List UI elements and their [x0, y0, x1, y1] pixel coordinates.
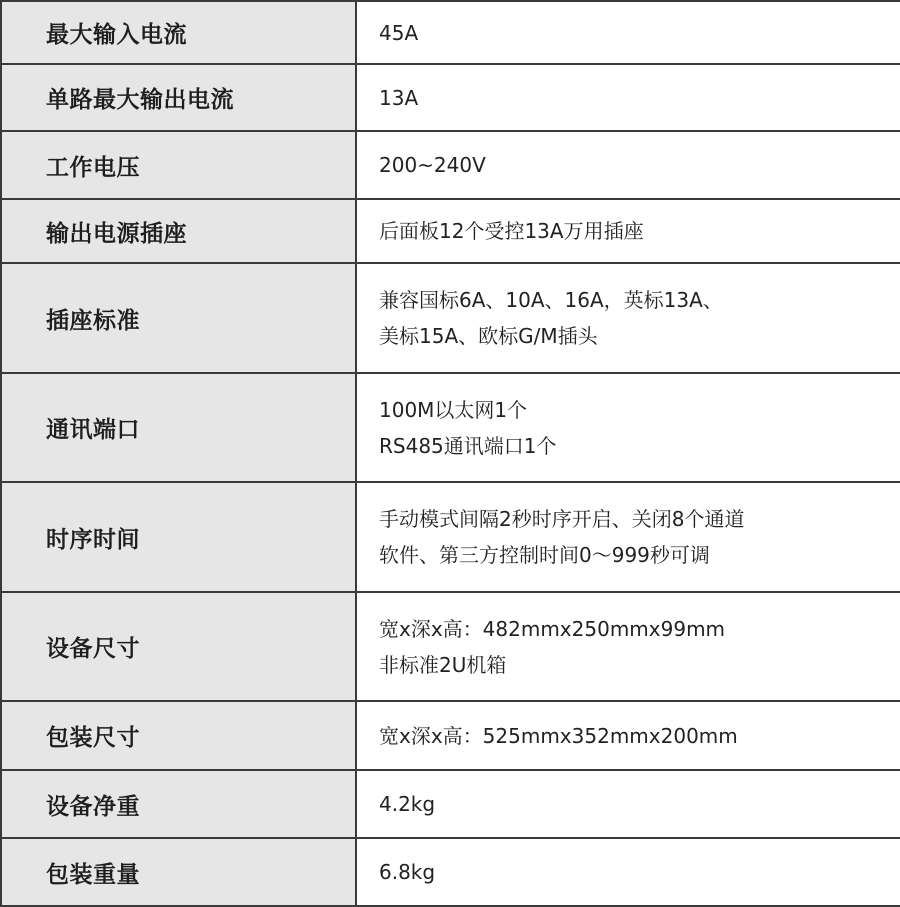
- spec-value-line: 兼容国标6A、10A、16A，英标13A、: [379, 288, 723, 312]
- table-row: [1, 701, 900, 770]
- spec-label: 通讯端口: [1, 373, 356, 482]
- spec-label: 最大输入电流: [1, 1, 356, 64]
- spec-value: [356, 1, 900, 64]
- table-row: [1, 263, 900, 373]
- spec-value-line: 非标准2U机箱: [379, 652, 507, 677]
- spec-value-line: 手动模式间隔2秒时序开启、关闭8个通道: [379, 507, 745, 531]
- spec-value: [356, 770, 900, 838]
- spec-value-line: 宽x深x高：482mmx250mmx99mm: [379, 616, 726, 641]
- spec-label: 包装重量: [1, 838, 356, 906]
- spec-label: 包装尺寸: [1, 701, 356, 770]
- spec-value: [356, 482, 900, 592]
- table-row: [1, 199, 900, 263]
- spec-value-line: 后面板12个受控13A万用插座: [379, 219, 644, 243]
- spec-value-line: 软件、第三方控制时间0～999秒可调: [379, 543, 710, 567]
- spec-value-line: 200~240V: [379, 153, 486, 177]
- table-row: [1, 64, 900, 131]
- spec-value: [356, 131, 900, 199]
- spec-value: [356, 701, 900, 770]
- spec-label: 时序时间: [1, 482, 356, 592]
- spec-value: [356, 64, 900, 131]
- spec-value-line: RS485通讯端口1个: [379, 433, 557, 458]
- table-row: [1, 770, 900, 838]
- spec-label: 设备尺寸: [1, 592, 356, 701]
- table-row: [1, 131, 900, 199]
- spec-label: 插座标准: [1, 263, 356, 373]
- spec-label: 单路最大输出电流: [1, 64, 356, 131]
- spec-value: [356, 263, 900, 373]
- table-row: [1, 592, 900, 701]
- spec-label: 输出电源插座: [1, 199, 356, 263]
- table-row: [1, 838, 900, 906]
- spec-value: [356, 199, 900, 263]
- table-row: [1, 1, 900, 64]
- spec-label: 工作电压: [1, 131, 356, 199]
- spec-label: 设备净重: [1, 770, 356, 838]
- spec-value: [356, 592, 900, 701]
- table-row: [1, 482, 900, 592]
- table-row: [1, 373, 900, 482]
- spec-value: [356, 838, 900, 906]
- spec-value-line: 4.2kg: [379, 792, 436, 816]
- spec-value-line: 美标15A、欧标G/M插头: [379, 324, 598, 348]
- spec-value: [356, 373, 900, 482]
- spec-value-line: 13A: [379, 85, 419, 110]
- spec-value-line: 宽x深x高：525mmx352mmx200mm: [379, 723, 738, 748]
- spec-value-line: 6.8kg: [379, 860, 436, 884]
- spec-value-line: 100M以太网1个: [379, 397, 528, 422]
- spec-value-line: 45A: [379, 20, 419, 45]
